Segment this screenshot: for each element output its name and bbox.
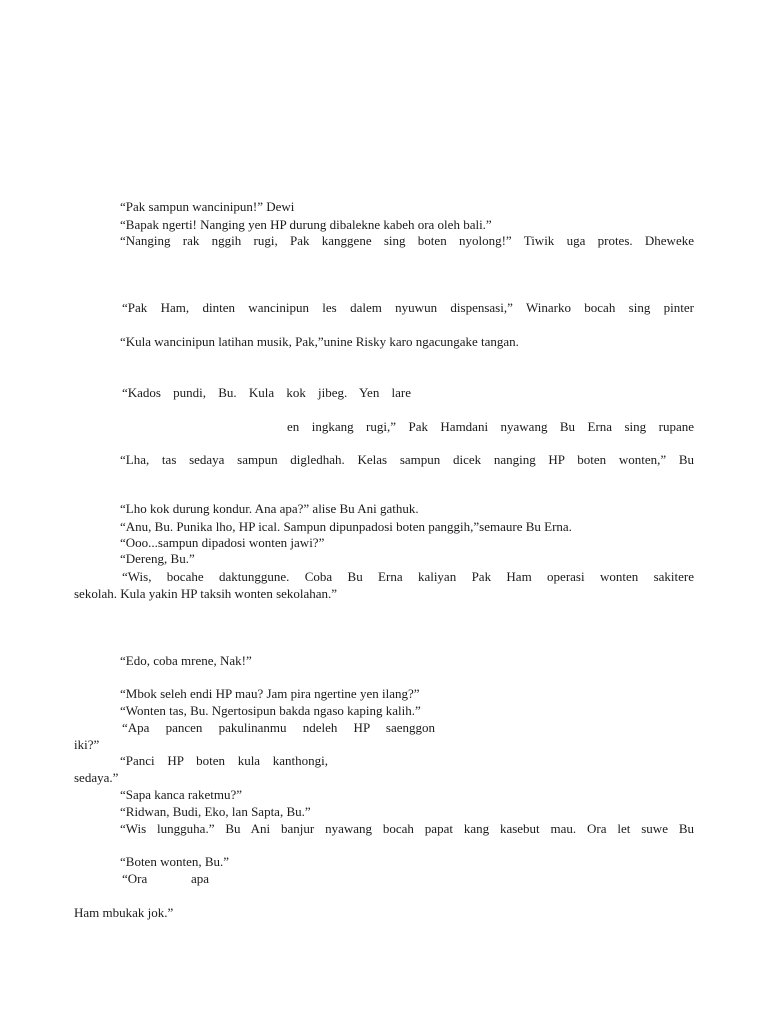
text-line: “Lha, tas sedaya sampun digledhah. Kelas sampun dicek nanging HP boten wonten,” Bu xyxy=(120,452,694,467)
text-line: “Wis, bocahe daktunggune. Coba Bu Erna kaliyan Pak Ham operasi wonten sakitere xyxy=(122,569,694,584)
text-line: “Wis lungguha.” Bu Ani banjur nyawang bocah papat kang kasebut mau. Ora let suwe Bu xyxy=(120,821,694,836)
text-line: “Panci HP boten kula kanthongi, xyxy=(120,753,328,768)
text-line: “Apa pancen pakulinanmu ndeleh HP saenggon xyxy=(122,720,435,735)
text-line: Ham mbukak jok.” xyxy=(74,905,174,920)
text-line: “Anu, Bu. Punika lho, HP ical. Sampun dipunpadosi boten panggih,”semaure Bu Erna. xyxy=(120,519,572,534)
text-line: “Edo, coba mrene, Nak!” xyxy=(120,653,252,668)
text-line: “Kula wancinipun latihan musik, Pak,”unine Risky karo ngacungake tangan. xyxy=(120,334,519,349)
text-line: “Boten wonten, Bu.” xyxy=(120,854,230,869)
text-line: sedaya.” xyxy=(74,770,119,785)
text-line: iki?” xyxy=(74,737,100,752)
text-line: “Pak sampun wancinipun!” Dewi xyxy=(120,199,295,214)
text-line: “Wonten tas, Bu. Ngertosipun bakda ngaso kaping kalih.” xyxy=(120,703,421,718)
text-line: “Lho kok durung kondur. Ana apa?” alise Bu Ani gathuk. xyxy=(120,501,419,516)
text-line: “Mbok seleh endi HP mau? Jam pira ngertine yen ilang?” xyxy=(120,686,420,701)
text-line: “Bapak ngerti! Nanging yen HP durung dibalekne kabeh ora oleh bali.” xyxy=(120,217,492,232)
text-line: “Sapa kanca raketmu?” xyxy=(120,787,242,802)
text-line: “Ridwan, Budi, Eko, lan Sapta, Bu.” xyxy=(120,804,311,819)
text-line: en ingkang rugi,” Pak Hamdani nyawang Bu Erna sing rupane xyxy=(287,419,694,434)
text-line: “Nanging rak nggih rugi, Pak kanggene sing boten nyolong!” Tiwik uga protes. Dheweke xyxy=(120,233,694,248)
text-line: sekolah. Kula yakin HP taksih wonten sekolahan.” xyxy=(74,586,338,601)
text-line: “Dereng, Bu.” xyxy=(120,551,195,566)
text-line: “Kados pundi, Bu. Kula kok jibeg. Yen lare xyxy=(122,385,411,400)
text-line: “Ora apa xyxy=(122,871,209,886)
text-line: “Ooo...sampun dipadosi wonten jawi?” xyxy=(120,535,325,550)
text-line: “Pak Ham, dinten wancinipun les dalem nyuwun dispensasi,” Winarko bocah sing pinter xyxy=(122,300,694,315)
